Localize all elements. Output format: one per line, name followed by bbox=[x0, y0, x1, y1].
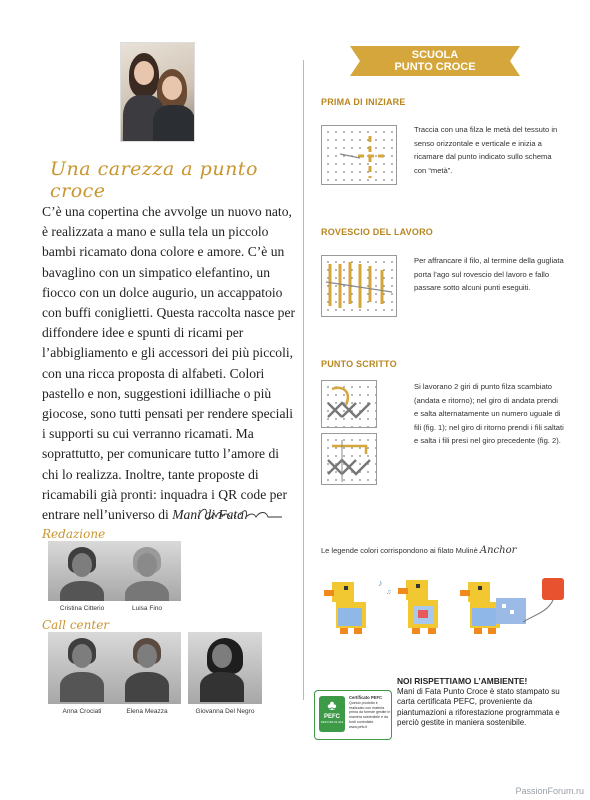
intro-paragraph bbox=[42, 202, 298, 525]
pefc-logo bbox=[319, 696, 345, 732]
svg-text:♪: ♪ bbox=[378, 578, 383, 588]
staff-card bbox=[48, 541, 116, 612]
pefc-code: PEFC/18-31-319 bbox=[320, 720, 344, 724]
staff-name: Giovanna Del Negro bbox=[195, 708, 255, 715]
banner-line-1: SCUOLA bbox=[411, 49, 459, 61]
pefc-title: Certificato PEFC bbox=[349, 695, 383, 700]
staff-photo bbox=[48, 632, 116, 704]
pefc-url: www.pefc.it bbox=[349, 724, 368, 729]
intro-title: Una carezza a punto croce bbox=[50, 158, 258, 202]
call-center-label: Call center bbox=[42, 618, 110, 632]
staff-photo bbox=[113, 632, 181, 704]
watermark: PassionForum.ru bbox=[515, 786, 584, 796]
environment-text: Mani di Fata Punto Croce è stato stampato su carta certificata PEFC, proveniente da piantumazioni a riforestazione programmata e perciò gestite in maniera sostenibile. bbox=[397, 686, 560, 727]
environment-note bbox=[397, 676, 567, 729]
staff-card bbox=[113, 632, 181, 715]
pefc-body: Questo prodotto è realizzato con materia prima da foreste gestite in maniera sostenibile e da fonti controllate bbox=[349, 700, 391, 724]
staff-card bbox=[188, 632, 262, 715]
editors-photo bbox=[120, 42, 195, 142]
brand-name: Mani di Fata bbox=[172, 507, 244, 523]
pefc-certificate-box bbox=[314, 690, 392, 740]
legend-note-text: Le legende colori corrispondono ai filato Mulinè bbox=[321, 546, 478, 555]
redazione-label: Redazione bbox=[42, 527, 106, 541]
banner-line-2: PUNTO CROCE bbox=[394, 61, 476, 73]
staff-photo bbox=[188, 632, 262, 704]
signature-text: Giulia e Diana bbox=[198, 521, 217, 525]
section-heading: ROVESCIO DEL LAVORO bbox=[321, 227, 433, 237]
diagram-punto-scritto-fig2 bbox=[321, 433, 377, 485]
svg-text:♫: ♫ bbox=[386, 589, 392, 596]
staff-card bbox=[113, 541, 181, 612]
section-heading: PUNTO SCRITTO bbox=[321, 359, 397, 369]
section-text: Per affrancare il filo, al termine della gugliata porta l’ago sul rovescio del lavoro e fallo passare sotto alcuni punti eseguiti. bbox=[414, 256, 564, 292]
staff-name: Cristina Citterio bbox=[59, 605, 105, 612]
diagram-prima-di-iniziare bbox=[321, 125, 397, 185]
diagram-punto-scritto-fig1 bbox=[321, 380, 377, 428]
anchor-logo: Anchor bbox=[479, 545, 517, 556]
column-divider bbox=[303, 60, 304, 700]
section-heading: PRIMA DI INIZIARE bbox=[321, 97, 406, 107]
section-text: Traccia con una filza le metà del tessuto in senso orizzontale e verticale e inizia a ricamare dal punto indicato sullo schema con “metà”. bbox=[414, 125, 558, 175]
school-banner bbox=[360, 46, 510, 76]
staff-name: Elena Meazza bbox=[126, 708, 168, 715]
staff-photo bbox=[48, 541, 116, 601]
intro-paragraph-text: C’è una copertina che avvolge un nuovo nato, è realizzata a mano e sulla tela un piccolo bambi ricamato dona colore e amore. C’è un bavaglino con un simpatico elefantino, un fiocco con un dolce augurio, un accappatoio con buffi coniglietti. Questa raccolta nasce per diffondere idee e spunti di ricami per l’abbigliamento e gli accessori dei più piccoli, con una ricca proposta di alfabeti. Colori pastello e non, suggestioni idilliache o più giocose, sono tutti pensati per rendere speciali i supporti su cui verranno ricamati. Ma soprattutto, per comunicare tutto l’amore di chi lo realizza. Inoltre, tante proposte di ricamabili già pronti: inquadra i QR code per entrare nell’universo di bbox=[42, 204, 296, 523]
signature bbox=[196, 503, 286, 525]
diagram-rovescio bbox=[321, 255, 397, 317]
pefc-text bbox=[349, 696, 391, 730]
environment-heading: NOI RISPETTIAMO L’AMBIENTE! bbox=[397, 676, 528, 686]
intro-paragraph-end: . bbox=[243, 507, 248, 523]
duck-embroidery-illustration bbox=[318, 572, 578, 652]
staff-name: Luisa Fino bbox=[132, 605, 162, 612]
section-text: Si lavorano 2 giri di punto filza scambiato (andata e ritorno); nel giro di andata prendi e salta alternatamente un numero uguale di fili (fig. 1); nel giro di ritorno prendi i fili saltati e salta i fili presi nel giro precedente (fig. 2). bbox=[414, 382, 564, 445]
pefc-mark: PEFC bbox=[323, 714, 340, 720]
tree-icon: ♣ bbox=[327, 697, 337, 713]
legend-note bbox=[321, 545, 516, 556]
staff-photo bbox=[113, 541, 181, 601]
staff-name: Anna Crociati bbox=[62, 708, 102, 715]
staff-card bbox=[48, 632, 116, 715]
